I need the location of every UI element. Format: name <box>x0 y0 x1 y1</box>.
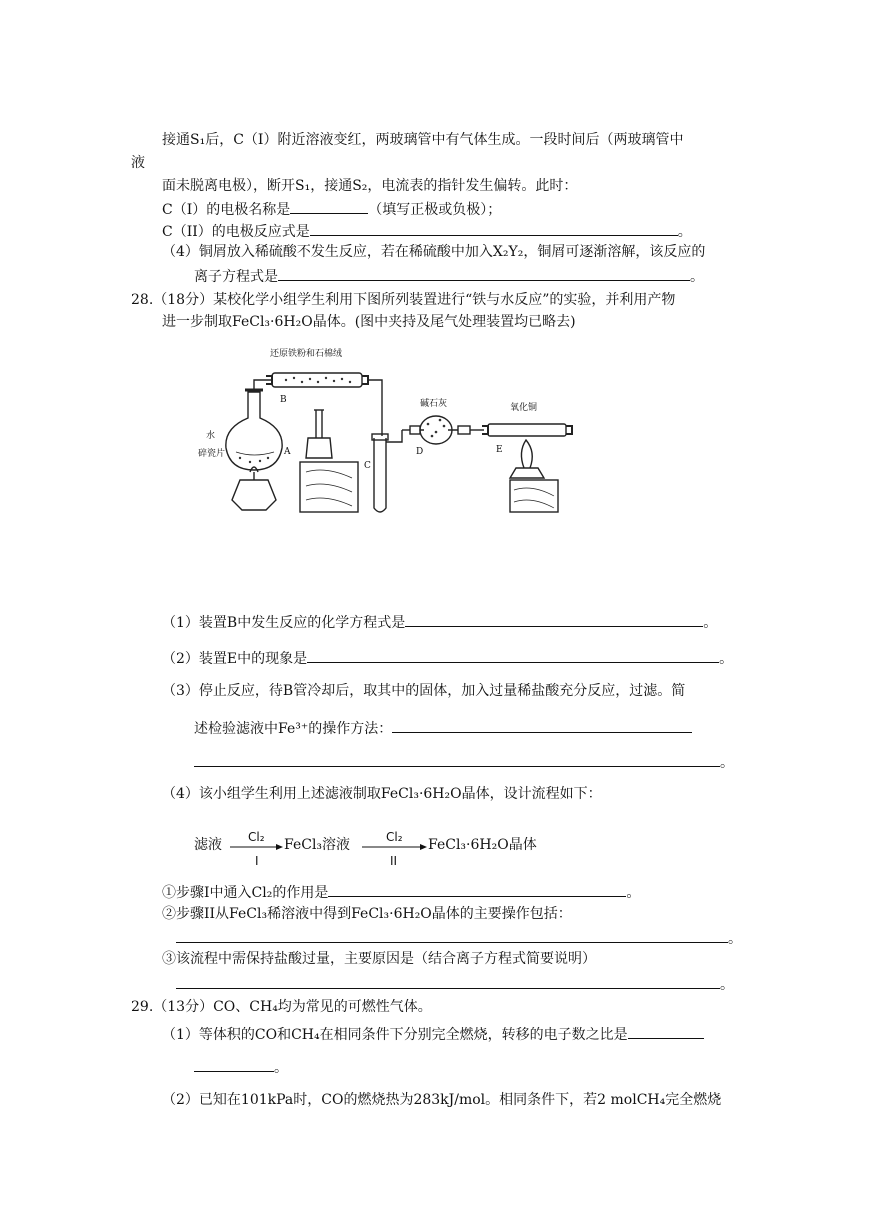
wood-block-e <box>510 480 558 512</box>
flow-reagent-1: Cl₂ <box>248 830 265 844</box>
label-d: D <box>416 447 424 457</box>
label-b: B <box>280 395 287 405</box>
label-porcelain-chips: 碎瓷片 <box>198 449 226 459</box>
text: 。 <box>728 931 742 947</box>
flow-arrow-2 <box>362 842 430 852</box>
text: 。 <box>720 755 734 771</box>
text: （填写正极或负极）； <box>368 202 502 218</box>
label-a: A <box>284 447 291 457</box>
answer-blank[interactable] <box>328 882 626 897</box>
text: 。 <box>274 1060 288 1076</box>
text-line <box>162 612 717 632</box>
text: 。 <box>720 977 734 993</box>
tube-e <box>488 424 566 436</box>
answer-blank[interactable] <box>290 199 368 214</box>
text-line: 面未脱离电极），断开S₁，接通S₂，电流表的指针发生偏转。此时： <box>162 178 578 194</box>
label-c: C <box>364 461 371 471</box>
text-line: （4）该小组学生利用上述滤液制取FeCl₃·6H₂O晶体，设计流程如下： <box>162 786 602 802</box>
text: 。 <box>677 224 692 240</box>
flow-step-1: I <box>255 854 259 868</box>
text-line <box>162 221 692 241</box>
question-29-heading: 29.（13分）CO、CH₄均为常见的可燃性气体。 <box>131 999 432 1015</box>
text: 述检验滤液中Fe³⁺的操作方法： <box>194 721 393 737</box>
text-line: （2）已知在101kPa时，CO的燃烧热为283kJ/mol。相同条件下，若2 molCH₄完全燃烧 <box>162 1092 722 1108</box>
test-tube-c <box>374 438 386 512</box>
text-line <box>176 928 742 948</box>
answer-blank[interactable] <box>194 752 720 767</box>
text-line: ③该流程中需保持盐酸过量，主要原因是（结合离子方程式简要说明） <box>162 951 596 967</box>
text: （2）装置E中的现象是 <box>162 651 308 667</box>
text-line <box>162 882 640 902</box>
answer-blank[interactable] <box>310 221 678 236</box>
answer-blank[interactable] <box>405 612 703 627</box>
text: ①步骤I中通入Cl₂的作用是 <box>162 885 329 901</box>
flow-arrow-1 <box>230 842 286 852</box>
text: 。 <box>690 269 704 285</box>
text: 离子方程式是 <box>194 269 278 285</box>
text-line <box>162 199 501 219</box>
text-line <box>194 1057 288 1077</box>
text-line <box>194 752 734 772</box>
text: 。 <box>626 885 641 901</box>
flow-start: 滤液 <box>194 837 222 853</box>
text-line: （4）铜屑放入稀硫酸不发生反应，若在稀硫酸中加入X₂Y₂，铜屑可逐渐溶解，该反应的 <box>162 244 706 260</box>
text-line <box>194 266 704 286</box>
text-line: 液 <box>131 155 145 171</box>
text-line: 进一步制取FeCl₃·6H₂O晶体。(图中夹持及尾气处理装置均已略去) <box>162 314 576 330</box>
apparatus-figure <box>196 340 592 526</box>
text-line <box>162 1024 704 1044</box>
label-iron-powder: 还原铁粉和石棉绒 <box>270 349 343 359</box>
answer-blank[interactable] <box>392 718 692 733</box>
answer-blank[interactable] <box>176 928 728 943</box>
text-line: 接通S₁后，C（I）附近溶液变红，两玻璃管中有气体生成。一段时间后（两玻璃管中 <box>162 132 684 148</box>
answer-blank[interactable] <box>176 974 720 989</box>
label-soda-lime: 碱石灰 <box>420 399 448 409</box>
answer-blank[interactable] <box>307 648 719 663</box>
answer-blank[interactable] <box>278 266 690 281</box>
flow-mid: FeCl₃溶液 <box>284 837 351 853</box>
text: 。 <box>703 615 718 631</box>
text: C（I）的电极名称是 <box>162 202 291 218</box>
question-28-heading: 28.（18分）某校化学小组学生利用下图所列装置进行“铁与水反应”的实验，并利用产物 <box>131 292 676 308</box>
label-water: 水 <box>206 431 216 441</box>
text: C（II）的电极反应式是 <box>162 224 310 240</box>
answer-blank[interactable] <box>194 1057 274 1072</box>
label-copper-oxide: 氧化铜 <box>510 403 538 413</box>
flow-end: FeCl₃·6H₂O晶体 <box>428 837 537 853</box>
text-line: （3）停止反应，待B管冷却后，取其中的固体，加入过量稀盐酸充分反应，过滤。简 <box>162 683 686 699</box>
text: （1）等体积的CO和CH₄在相同条件下分别完全燃烧，转移的电子数之比是 <box>162 1027 628 1043</box>
label-e: E <box>496 445 503 455</box>
flow-step-2: II <box>390 854 398 868</box>
text-line: ②步骤II从FeCl₃稀溶液中得到FeCl₃·6H₂O晶体的主要操作包括： <box>162 906 572 922</box>
text-line <box>162 648 733 668</box>
text: （1）装置B中发生反应的化学方程式是 <box>162 615 406 631</box>
text: 。 <box>719 651 734 667</box>
drying-tube-d <box>420 416 452 444</box>
answer-blank[interactable] <box>628 1024 704 1039</box>
burner-a <box>232 480 276 510</box>
flask-a <box>226 392 282 470</box>
text-line <box>176 974 734 994</box>
flow-reagent-2: Cl₂ <box>386 830 403 844</box>
text-line <box>194 718 692 738</box>
